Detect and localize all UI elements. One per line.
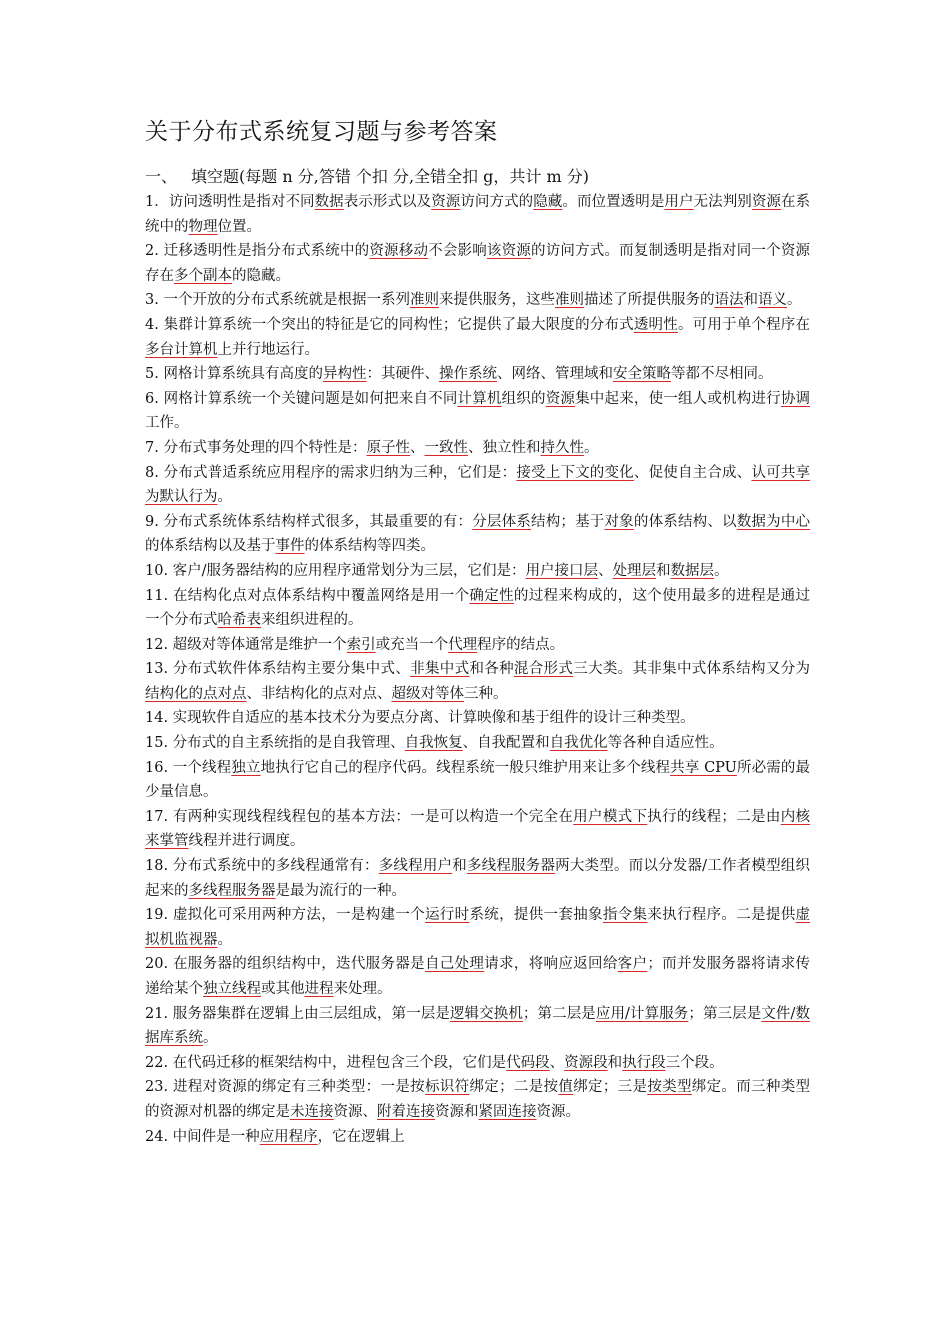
question-text: 19. 虚拟化可采用两种方法，一是构建一个	[145, 907, 425, 924]
question-text: 10. 客户/服务器结构的应用程序通常划分为三层，它们是：	[145, 562, 526, 579]
document-title: 关于分布式系统复习题与参考答案	[145, 119, 498, 145]
question-text: 14. 实现软件自适应的基本技术分为要点分离、计算映像和基于组件的设计三种类型。	[145, 710, 695, 727]
question-item	[145, 387, 810, 436]
answer-text: 执行段	[622, 1054, 666, 1071]
question-text: 22. 在代码迁移的框架结构中，进程包含三个段，它们是	[145, 1054, 507, 1071]
question-text: 集中起来，使一组人或机构进行	[575, 390, 781, 407]
answer-text: 内核来掌管	[145, 808, 811, 850]
answer-text: 数据为中心	[736, 513, 811, 530]
answer-text: 语义	[757, 292, 787, 309]
question-item	[145, 510, 810, 559]
answer-text: 准则	[554, 292, 584, 309]
question-text: 位置。	[217, 218, 261, 235]
question-text: 两大类型。而以分发器/工作者模型组织起来的	[145, 858, 810, 899]
answer-text: 自我优化	[549, 735, 608, 752]
question-text: 不会影响	[428, 243, 487, 260]
question-text: 的体系结构、以	[633, 513, 737, 530]
answer-text: 多台计算机	[145, 341, 218, 358]
answer-text: 透明性	[633, 316, 678, 333]
section-heading-text: 填空题(每题 n 分,答错 个扣 分,全错全扣 g，共计 m 分)	[191, 167, 589, 186]
question-text: 、	[549, 1054, 565, 1071]
answer-text: 结构化的点对点	[145, 685, 247, 702]
question-text: ；第二层是	[522, 1005, 596, 1022]
question-text: 等各种自适应性。	[607, 735, 724, 752]
question-text: 。而位置透明是	[562, 194, 665, 210]
answer-text: 资源	[545, 390, 576, 407]
answer-text: 共享 CPU	[670, 759, 737, 776]
question-text: 13. 分布式软件体系结构主要分集中式、	[145, 661, 411, 678]
question-text: 的体系结构以及基于	[145, 538, 276, 555]
answer-text: 安全策略	[612, 366, 671, 383]
question-text: 访问方式的	[460, 194, 534, 210]
question-text: 、	[409, 439, 425, 456]
question-text: 无法判别	[693, 194, 752, 210]
question-text: 来执行程序。二是提供	[647, 907, 796, 924]
question-text: 。	[217, 931, 232, 948]
question-text: 的过程来构成的，这个使用最多的进程是通过一个分布式	[145, 587, 810, 629]
question-text: 1．访问透明性是指对不同	[145, 194, 315, 210]
answer-text: 索引	[346, 636, 376, 653]
question-item	[145, 1002, 810, 1051]
question-text: 系统，提供一套抽象	[469, 907, 603, 924]
answer-text: 数据	[314, 194, 344, 210]
answer-text: 指令集	[602, 907, 648, 924]
question-text: 20. 在服务器的组织结构中，迭代服务器是	[145, 956, 425, 973]
question-text: 15. 分布式的自主系统指的是自我管理、	[145, 735, 405, 752]
answer-text: 分层体系	[472, 513, 531, 530]
question-text: 或充当一个	[375, 636, 449, 653]
answer-text: 确定性	[469, 587, 514, 604]
question-item	[145, 1075, 810, 1124]
answer-text: 值	[558, 1079, 574, 1096]
answer-text: 该资源	[486, 243, 532, 260]
question-text: ；而并发服务器将请求传递给某个	[145, 956, 811, 997]
question-item	[145, 657, 810, 706]
question-text: 表示形式以及	[343, 194, 432, 210]
question-text: 和各种	[469, 661, 514, 678]
answer-text: 异构性	[322, 366, 367, 383]
question-text: 绑定；三是	[573, 1079, 648, 1096]
question-item	[145, 584, 810, 633]
question-text: 8. 分布式普适系统应用程序的需求归纳为三种，它们是：	[145, 464, 517, 481]
answer-text: 非集中式	[410, 661, 470, 678]
answer-text: 隐藏	[533, 194, 563, 210]
question-text: 和	[656, 562, 671, 579]
answer-text: 超级对等体	[391, 685, 464, 702]
question-text: 请求，将响应返回给	[484, 956, 618, 973]
question-text: 资源。	[536, 1103, 580, 1120]
answer-text: 操作系统	[438, 366, 497, 383]
document-content	[145, 116, 810, 1149]
answer-text: 代理	[448, 636, 478, 653]
question-text: 线程并进行调度。	[188, 833, 305, 850]
answer-text: 用户模式下	[573, 808, 648, 825]
answer-text: 哈希表	[217, 612, 261, 629]
answer-text: 多线程服务器	[188, 882, 276, 899]
question-text: ，它在逻辑上	[317, 1128, 405, 1145]
question-item	[145, 952, 810, 1001]
question-text: 三大类。其非集中式体系结构又分为	[573, 661, 811, 678]
question-text: 组织的	[501, 390, 546, 407]
question-text: 、网络、管理域和	[496, 366, 613, 383]
answer-text: 进程	[304, 981, 334, 997]
question-text: 。可用于单个程序在	[677, 316, 811, 333]
question-text: 、独立性和	[467, 439, 541, 456]
question-item	[145, 633, 810, 658]
answer-text: 事件	[275, 538, 305, 555]
answer-text: 处理层	[612, 562, 657, 579]
answer-text: 自己处理	[424, 956, 485, 973]
question-text: 16. 一个线程	[145, 759, 232, 776]
answer-text: 逻辑交换机	[449, 1005, 523, 1022]
answer-text: 自我恢复	[404, 735, 463, 752]
question-text: 。	[786, 292, 802, 309]
question-text: 来组织进程的。	[261, 612, 363, 629]
section-heading	[145, 166, 810, 188]
question-text: ；第三层是	[688, 1005, 762, 1022]
question-item	[145, 461, 810, 510]
question-item	[145, 313, 810, 362]
question-item	[145, 436, 810, 461]
question-text: 在系统中的	[145, 194, 811, 235]
question-item	[145, 362, 810, 387]
answer-text: 多线程用户	[378, 858, 453, 875]
question-text: 17. 有两种实现线程线程包的基本方法：一是可以构造一个完全在	[145, 808, 574, 825]
question-text: 24. 中间件是一种	[145, 1128, 260, 1145]
question-text: 的访问方式。而复制透明是指对同一个资源存在	[145, 243, 811, 284]
answer-text: 资源	[431, 194, 461, 210]
question-text: 、非结构化的点对点、	[246, 685, 392, 702]
answer-text: 混合形式	[513, 661, 574, 678]
question-text: 和	[452, 858, 467, 875]
question-text: 、	[598, 562, 613, 579]
question-item	[145, 706, 810, 731]
question-text: 的体系结构等四类。	[304, 538, 435, 555]
question-text: 23. 进程对资源的绑定有三种类型：一是按	[145, 1079, 425, 1096]
answer-text: 用户接口层	[525, 562, 599, 579]
answer-text: 准则	[409, 292, 439, 309]
question-text: 所必需的最少量信息。	[145, 759, 811, 801]
question-text: 2. 迁移透明性是指分布式系统中的	[145, 243, 370, 260]
answer-text: 客户	[617, 956, 648, 973]
answer-text: 未连接	[290, 1103, 334, 1120]
question-text: ：其硬件、	[366, 366, 439, 383]
question-item	[145, 1125, 810, 1150]
question-text: 和	[743, 292, 758, 309]
answer-text: 认可共享为默认行为	[145, 464, 811, 506]
question-text: 。	[217, 489, 232, 506]
question-item	[145, 239, 810, 288]
question-text: 三个段。	[665, 1054, 724, 1071]
answer-text: 数据层	[670, 562, 715, 579]
question-text: 的隐藏。	[232, 267, 290, 284]
question-text: 上并行地运行。	[217, 341, 319, 358]
question-text: 11. 在结构化点对点体系结构中覆盖网络是用一个	[145, 587, 470, 604]
answer-text: 应用程序	[259, 1128, 318, 1145]
question-text: 来提供服务，这些	[438, 292, 555, 309]
question-item	[145, 756, 810, 805]
answer-text: 按类型	[647, 1079, 692, 1096]
answer-text: 语法	[714, 292, 744, 309]
question-text: 三种。	[464, 685, 508, 702]
question-text: 资源和	[435, 1103, 479, 1120]
question-text: 工作。	[145, 415, 189, 432]
answer-text: 独立线程	[203, 981, 261, 997]
question-text: 绑定。而三种类型的资源对机器的绑定是	[145, 1079, 811, 1120]
answer-text: 原子性	[366, 439, 410, 456]
question-text: 18. 分布式系统中的多线程通常有：	[145, 858, 379, 875]
question-text: 、促使自主合成、	[633, 464, 752, 481]
answer-text: 多线程服务器	[466, 858, 556, 875]
question-item	[145, 805, 810, 854]
question-text: 是最为流行的一种。	[275, 882, 406, 899]
question-text: 绑定；二是按	[469, 1079, 559, 1096]
question-text: 12. 超级对等体通常是维护一个	[145, 636, 347, 653]
answer-text: 一致性	[424, 439, 468, 456]
question-text: 6. 网格计算系统一个关键问题是如何把来自不同	[145, 390, 458, 407]
question-item	[145, 903, 810, 952]
question-text: 7. 分布式事务处理的四个特性是：	[145, 439, 367, 456]
answer-text: 多个副本	[174, 267, 232, 284]
answer-text: 资源	[751, 194, 782, 210]
question-text: 地执行它自己的程序代码。线程系统一般只维护用来让多个线程	[260, 759, 671, 776]
question-text: 资源、	[333, 1103, 377, 1120]
question-text: 21. 服务器集群在逻辑上由三层组成，第一层是	[145, 1005, 450, 1022]
question-text: 描述了所提供服务的	[583, 292, 715, 309]
answer-text: 运行时	[424, 907, 470, 924]
question-text: 程序的结点。	[477, 636, 565, 653]
answer-text: 代码段	[506, 1054, 550, 1071]
section-number: 一、	[145, 167, 178, 186]
question-item	[145, 1051, 810, 1076]
question-list	[145, 190, 810, 1149]
answer-text: 虚拟机监视器	[145, 907, 811, 948]
answer-text: 紧固连接	[478, 1103, 537, 1120]
answer-text: 资源段	[564, 1054, 608, 1071]
answer-text: 计算机	[457, 390, 502, 407]
question-text: 5. 网格计算系统具有高度的	[145, 366, 323, 383]
answer-text: 应用/计算服务	[595, 1005, 689, 1022]
question-item	[145, 854, 810, 903]
answer-text: 独立	[231, 759, 261, 776]
answer-text: 对象	[604, 513, 634, 530]
answer-text: 用户	[664, 194, 694, 210]
question-text: 结构；基于	[531, 513, 605, 530]
question-text: 执行的线程；二是由	[647, 808, 781, 825]
question-text: 。	[583, 439, 599, 456]
question-item	[145, 288, 810, 313]
answer-text: 标识符	[424, 1079, 470, 1096]
question-item	[145, 731, 810, 756]
answer-text: 物理	[188, 218, 218, 235]
question-text: 、自我配置和	[462, 735, 550, 752]
question-text: 等都不尽相同。	[670, 366, 773, 383]
question-text: 。	[714, 562, 729, 579]
question-text: 和	[607, 1054, 623, 1071]
question-text: 4. 集群计算系统一个突出的特征是它的同构性；它提供了最大限度的分布式	[145, 316, 634, 333]
answer-text: 接受上下文的变化	[516, 464, 634, 481]
answer-text: 协调	[780, 390, 811, 407]
answer-text: 持久性	[540, 439, 584, 456]
question-text: 。	[203, 1030, 218, 1047]
question-item	[145, 190, 810, 239]
question-item	[145, 559, 810, 584]
question-text: 或其他	[261, 981, 305, 997]
question-text: 来处理。	[333, 981, 392, 997]
answer-text: 文件/数据库系统	[145, 1005, 810, 1047]
answer-text: 资源移动	[369, 243, 429, 260]
question-text: 9. 分布式系统体系结构样式很多，其最重要的有：	[145, 513, 473, 530]
answer-text: 附着连接	[377, 1103, 435, 1120]
question-text: 3. 一个开放的分布式系统就是根据一系列	[145, 292, 410, 309]
